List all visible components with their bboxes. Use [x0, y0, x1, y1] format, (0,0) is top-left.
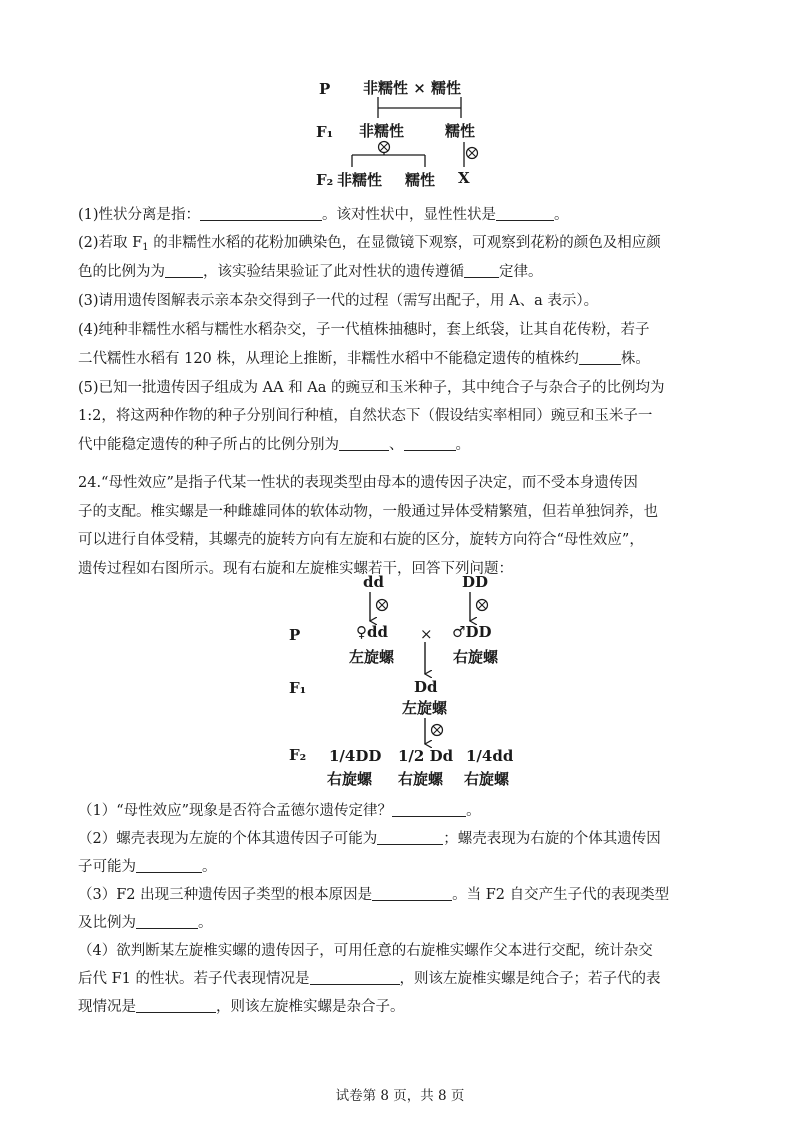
q23-part2-line2	[78, 262, 543, 282]
q24-intro-line3	[78, 530, 644, 550]
q24-part4-line1	[78, 941, 653, 961]
f2-phenotype: 右旋螺	[398, 770, 444, 788]
answer-blank[interactable]	[496, 206, 554, 221]
p-female-genotype: ♀dd	[356, 623, 388, 641]
q23-part1-text: 。该对性状中，显性性状是	[322, 207, 497, 223]
f1-phenotype: 左旋螺	[402, 699, 448, 717]
q23-part4-text: 株。	[620, 351, 650, 367]
f2-genotype-heterozygous: 1/2 Dd	[398, 747, 454, 765]
parent-cross-text: 非糯性 × 糯性	[363, 79, 462, 97]
q24-part3-text: 及比例为	[78, 915, 136, 931]
q23-part3-text: (3)请用遗传图解表示亲本杂交得到子一代的过程（需写出配子，用 A、a 表示）。	[78, 293, 599, 309]
q24-intro-line4	[78, 559, 513, 579]
q23-part4-text: 二代糯性水稻有 120 株，从理论上推断，非糯性水稻中不能稳定遗传的植株约	[78, 351, 579, 367]
q24-part4-text: ，则该左旋椎实螺是杂合子。	[216, 999, 405, 1015]
q24-intro-text: 子的支配。椎实螺是一种雌雄同体的软体动物，一般通过异体受精繁殖，但若单独饲养，也	[78, 504, 658, 520]
q24-part2-text: 子可能为	[78, 859, 136, 875]
generation-f1-label: F₁	[316, 123, 334, 141]
top-left-genotype: dd	[363, 573, 384, 591]
f2-mid-phenotype: 糯性	[405, 171, 436, 189]
answer-blank[interactable]	[136, 914, 198, 929]
q23-part4-line1	[78, 320, 650, 340]
f2-phenotype: 右旋螺	[327, 770, 373, 788]
cross-symbol: ×	[420, 625, 433, 643]
top-right-genotype: DD	[462, 573, 489, 591]
generation-f2-label: F₂	[289, 746, 307, 764]
selfing-symbol-icon	[467, 148, 478, 159]
q23-part5-text: 1:2，将这两种作物的种子分别间行种植，自然状态下（假设结实率相同）豌豆和玉米子一	[78, 408, 653, 424]
q24-part3-line2	[78, 913, 213, 933]
q24-part2-text: （2）螺壳表现为左旋的个体其遗传因子可能为	[78, 831, 378, 847]
f2-genotype-dd-recessive: 1/4dd	[466, 747, 514, 765]
selfing-symbol-icon	[432, 725, 443, 736]
q24-part3-text: 。当 F2 自交产生子代的表现类型	[452, 887, 670, 903]
q24-part1-text: 。	[466, 803, 481, 819]
q24-intro-text: 遗传过程如右图所示。现有右旋和左旋椎实螺若干，回答下列问题：	[78, 561, 513, 577]
selfing-symbol-icon	[379, 142, 390, 153]
q23-part2-text: 定律。	[499, 264, 543, 280]
selfing-symbol-icon	[477, 600, 488, 611]
f2-left-phenotype: 非糯性	[337, 171, 383, 189]
p-male-phenotype: 右旋螺	[453, 648, 499, 666]
answer-blank[interactable]	[392, 802, 466, 817]
answer-blank[interactable]	[579, 350, 621, 365]
q24-intro-text: 可以进行自体受精，其螺壳的旋转方向有左旋和右旋的区分，旋转方向符合“母性效应”，	[78, 532, 644, 548]
f1-left-phenotype: 非糯性	[359, 122, 405, 140]
q24-part4-line2	[78, 969, 661, 989]
generation-f2-label: F₂	[316, 171, 334, 189]
q24-part4-line3	[78, 997, 405, 1017]
f1-genotype: Dd	[414, 678, 438, 696]
generation-p-label: P	[289, 626, 301, 644]
q24-part1	[78, 801, 481, 821]
q23-part5-line2	[78, 406, 652, 426]
q24-intro-line2	[78, 502, 658, 522]
q24-part4-text: ，则该左旋椎实螺是纯合子；若子代的表	[399, 971, 661, 987]
answer-blank[interactable]	[136, 998, 216, 1013]
q23-part5-text: 。	[455, 437, 470, 453]
q24-part4-text: （4）欲判断某左旋椎实螺的遗传因子，可用任意的右旋椎实螺作父本进行交配，统计杂交	[78, 943, 653, 959]
q24-part2-line2	[78, 857, 217, 877]
q23-part1-text: (1)性状分离是指：	[78, 207, 201, 223]
q23-part5-line3	[78, 435, 470, 455]
q24-part1-text: （1）“母性效应”现象是否符合孟德尔遗传定律？	[78, 803, 393, 819]
answer-blank[interactable]	[200, 206, 322, 221]
generation-f1-label: F₁	[289, 679, 307, 697]
q24-intro-text: 24.“母性效应”是指子代某一性状的表现类型由母本的遗传因子决定，而不受本身遗传因	[78, 475, 638, 491]
q23-part4-line2	[78, 349, 650, 369]
q24-intro-line1	[78, 473, 638, 493]
answer-blank[interactable]	[165, 263, 203, 278]
p-female-phenotype: 左旋螺	[349, 648, 395, 666]
q23-part2-text: 的非糯性水稻的花粉加碘染色，在显微镜下观察，可观察到花粉的颜色及相应颜	[148, 235, 661, 251]
q24-part2-text: ；螺壳表现为右旋的个体其遗传因	[443, 831, 661, 847]
answer-blank[interactable]	[136, 858, 202, 873]
selfing-symbol-icon	[377, 600, 388, 611]
p-male-genotype: ♂DD	[452, 623, 492, 641]
answer-blank[interactable]	[310, 970, 400, 985]
answer-blank[interactable]	[372, 886, 452, 901]
q23-part4-text: (4)纯种非糯性水稻与糯性水稻杂交，子一代植株抽穗时，套上纸袋，让其自花传粉，若子	[78, 322, 650, 338]
q24-part2-line1	[78, 829, 661, 849]
diagram1-connector-lines	[300, 70, 500, 175]
answer-blank[interactable]	[377, 830, 443, 845]
answer-blank[interactable]	[404, 436, 456, 451]
f1-right-phenotype: 糯性	[445, 122, 476, 140]
q23-part5-text: 代中能稳定遗传的种子所占的比例分别为	[78, 437, 339, 453]
q23-part1-text: 。	[554, 207, 569, 223]
q24-part3-line1	[78, 885, 669, 905]
q23-part2-text: (2)若取 F	[78, 235, 143, 251]
q23-part5-line1	[78, 378, 665, 398]
q23-part5-text: (5)已知一批遗传因子组成为 AA 和 Aa 的豌豆和玉米种子，其中纯合子与杂合子的比例均为	[78, 380, 665, 396]
f2-genotype-dd-dominant: 1/4DD	[329, 747, 382, 765]
q23-part2-text: ，该实验结果验证了此对性状的遗传遵循	[203, 264, 464, 280]
q23-part2-text: 色的比例为为	[78, 264, 165, 280]
subscript: 1	[142, 242, 149, 253]
q24-part2-text: 。	[202, 859, 217, 875]
page-footer: 试卷第 8 页，共 8 页	[335, 1088, 465, 1104]
q24-part3-text: （3）F2 出现三种遗传因子类型的根本原因是	[78, 887, 373, 903]
q23-part2-line1	[78, 233, 661, 258]
q24-part3-text: 。	[198, 915, 213, 931]
diagram2-arrows	[340, 590, 500, 750]
q23-part3	[78, 291, 598, 311]
answer-blank[interactable]	[339, 436, 389, 451]
q24-part4-text: 现情况是	[78, 999, 136, 1015]
q23-part5-text: 、	[389, 437, 404, 453]
generation-p-label: P	[319, 80, 331, 98]
answer-blank[interactable]	[464, 263, 499, 278]
f2-right-unknown: X	[458, 169, 470, 187]
q24-part4-text: 后代 F1 的性状。若子代表现情况是	[78, 971, 310, 987]
q23-part1	[78, 205, 569, 225]
f2-phenotype: 右旋螺	[464, 770, 510, 788]
